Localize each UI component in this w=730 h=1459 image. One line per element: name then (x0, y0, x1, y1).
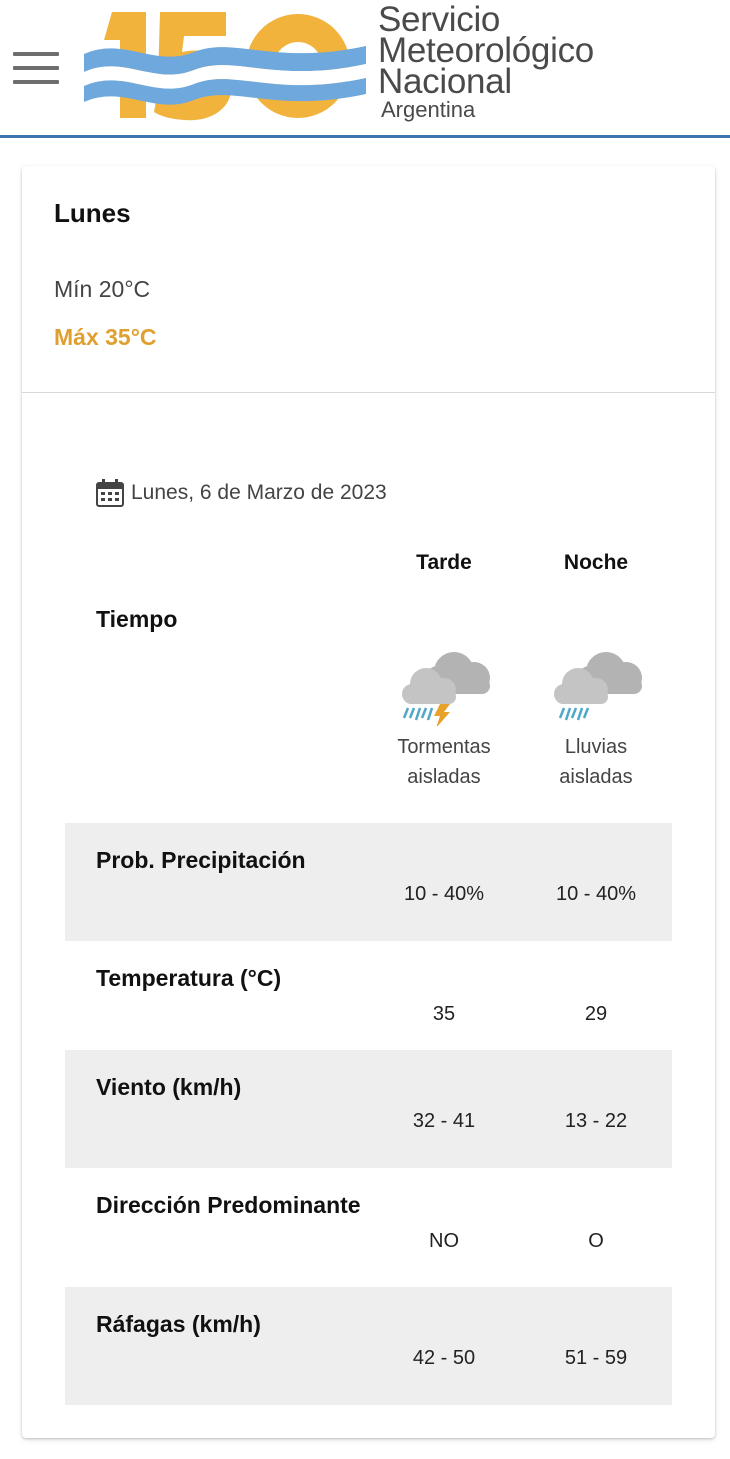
row-temperature (65, 941, 672, 1050)
app-header (0, 0, 730, 138)
day-title[interactable]: Lunes (54, 198, 131, 228)
calendar-icon (95, 478, 125, 508)
smn-logo-text (378, 0, 594, 123)
row-label: Dirección Predominante (96, 1192, 361, 1218)
weather-desc-line: aisladas (407, 766, 481, 788)
forecast-date-text: Lunes, 6 de Marzo de 2023 (131, 481, 387, 504)
row-wind-direction (65, 1168, 672, 1287)
logo-line-4: Argentina (381, 97, 476, 122)
row-value-tarde: 10 - 40% (403, 883, 485, 905)
min-temperature: Mín 20°C (54, 276, 151, 302)
logo-line-1: Servicio (378, 0, 501, 39)
row-label: Prob. Precipitación (96, 847, 306, 873)
row-label: Ráfagas (km/h) (96, 1311, 261, 1337)
row-gusts (65, 1287, 672, 1405)
tiempo-label: Tiempo (96, 606, 178, 632)
weather-description-tarde (374, 732, 514, 792)
row-value-tarde: 42 - 50 (412, 1347, 476, 1369)
thunderstorm-icon (396, 638, 496, 726)
row-wind (65, 1050, 672, 1168)
row-value-noche: 13 - 22 (564, 1110, 628, 1132)
row-value-noche: 29 (584, 1003, 608, 1025)
row-precipitation (65, 823, 672, 941)
logo-line-3: Nacional (378, 62, 512, 101)
row-value-noche: 10 - 40% (555, 883, 637, 905)
weather-desc-line: Tormentas (397, 736, 491, 758)
forecast-date (95, 478, 387, 508)
hamburger-menu-icon[interactable] (13, 52, 59, 84)
forecast-card (22, 166, 715, 1438)
row-value-tarde: 35 (432, 1003, 456, 1025)
row-value-tarde: NO (429, 1230, 459, 1252)
row-value-tarde: 32 - 41 (412, 1110, 476, 1132)
max-temperature: Máx 35°C (54, 324, 157, 350)
smn-150-logo[interactable] (84, 6, 366, 124)
column-header-tarde: Tarde (416, 551, 472, 574)
divider (22, 392, 715, 393)
rain-cloud-icon (548, 638, 648, 726)
row-label: Viento (km/h) (96, 1074, 242, 1100)
row-value-noche: O (588, 1230, 604, 1252)
logo-line-2: Meteorológico (378, 31, 594, 70)
row-label: Temperatura (°C) (96, 965, 282, 991)
column-header-noche: Noche (563, 551, 629, 574)
weather-desc-line: Lluvias (564, 736, 628, 758)
weather-description-noche (526, 732, 666, 792)
row-value-noche: 51 - 59 (564, 1347, 628, 1369)
weather-desc-line: aisladas (559, 766, 633, 788)
